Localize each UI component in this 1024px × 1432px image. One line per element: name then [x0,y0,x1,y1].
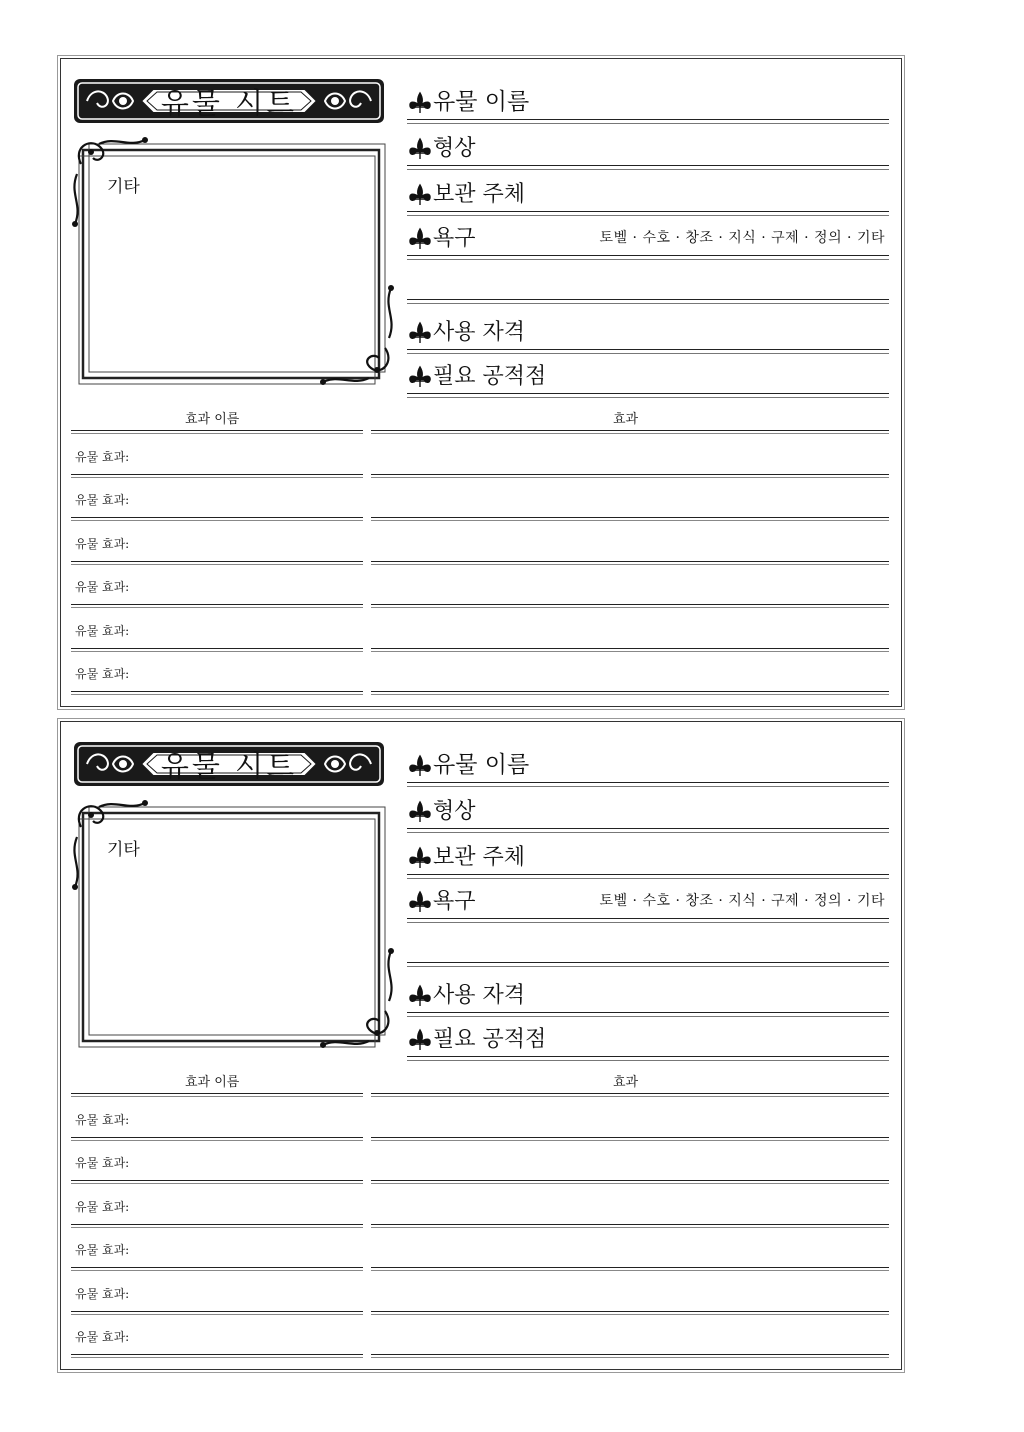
field-cost[interactable] [407,353,889,394]
effect-name-line[interactable] [71,1353,363,1355]
fleur-de-lis-icon [407,365,433,389]
effect-row[interactable] [71,1138,889,1182]
effect-name-header: 효과 이름 [185,412,240,427]
effect-row-label: 유물 효과: [75,1199,130,1214]
field-cost[interactable] [407,1016,889,1057]
field-shape[interactable] [407,788,889,829]
sheet-title-banner [73,73,385,129]
effect-name-header: 효과 이름 [185,1075,240,1090]
effects-header [71,1068,889,1094]
effects-header [71,405,889,431]
effect-row-label: 유물 효과: [75,1286,130,1301]
field-artifact-name[interactable] [407,742,889,783]
fleur-de-lis-icon [407,321,433,345]
effect-row-label: 유물 효과: [75,1112,130,1127]
field-label: 욕구 [433,889,476,914]
fleur-de-lis-icon [407,754,433,778]
field-qualification[interactable] [407,972,889,1013]
field-label: 형상 [433,136,476,161]
field-label: 형상 [433,799,476,824]
desire-options: 토벨 · 수호 · 창조 · 지식 · 구제 · 정의 · 기타 [599,893,885,909]
sheet-title-banner [73,736,385,792]
effect-row[interactable] [71,431,889,475]
effect-row[interactable] [71,518,889,562]
fleur-de-lis-icon [407,137,433,161]
field-label: 사용 자격 [433,983,526,1008]
effect-row-label: 유물 효과: [75,667,130,681]
field-label: 욕구 [433,226,476,251]
field-qualification[interactable] [407,309,889,350]
field-label: 사용 자격 [433,320,526,345]
field-keeper[interactable] [407,171,889,212]
effect-row-label: 유물 효과: [75,1156,130,1170]
effect-header: 효과 [613,412,639,427]
frame-label-other: 기타 [107,177,140,197]
fleur-de-lis-icon [407,227,433,251]
effect-description-line[interactable] [371,1353,889,1355]
sheet-title: 유물 시트 [160,85,298,120]
field-label: 유물 이름 [433,89,530,115]
effect-row-label: 유물 효과: [75,493,130,507]
fleur-de-lis-icon [407,1028,433,1052]
desire-options: 토벨 · 수호 · 창조 · 지식 · 구제 · 정의 · 기타 [599,230,885,246]
artifact-sheet [60,721,902,1370]
effect-header: 효과 [613,1075,639,1090]
effect-row[interactable] [71,1312,889,1356]
fleur-de-lis-icon [407,183,433,207]
effect-row[interactable] [71,1094,889,1138]
effect-row[interactable] [71,1268,889,1312]
effect-row-label: 유물 효과: [75,1243,130,1257]
effect-row[interactable] [71,605,889,649]
artifact-sheet [60,58,902,707]
effect-row-label: 유물 효과: [75,449,130,464]
effect-row-label: 유물 효과: [75,536,130,551]
field-desire[interactable] [407,878,889,919]
field-desire-extra-line[interactable] [407,961,889,963]
portrait-frame [69,797,399,1062]
effect-row[interactable] [71,1181,889,1225]
portrait-frame [69,134,399,399]
field-label: 보관 주체 [433,845,526,870]
effect-row-label: 유물 효과: [75,580,130,594]
frame-label-other: 기타 [107,840,140,860]
effect-row-label: 유물 효과: [75,1330,130,1344]
effect-row[interactable] [71,562,889,606]
field-desire[interactable] [407,215,889,256]
effect-row-label: 유물 효과: [75,623,130,638]
fleur-de-lis-icon [407,800,433,824]
sheet-title: 유물 시트 [160,748,298,783]
field-label: 유물 이름 [433,752,530,778]
effect-row[interactable] [71,649,889,693]
field-keeper[interactable] [407,834,889,875]
field-label: 보관 주체 [433,182,526,207]
effect-name-line[interactable] [71,690,363,692]
effect-row[interactable] [71,475,889,519]
effects-rows [71,431,889,692]
field-artifact-name[interactable] [407,79,889,120]
field-shape[interactable] [407,125,889,166]
fleur-de-lis-icon [407,890,433,914]
effects-rows [71,1094,889,1355]
effect-row[interactable] [71,1225,889,1269]
field-label: 필요 공적점 [433,364,547,389]
field-desire-extra-line[interactable] [407,298,889,300]
field-label: 필요 공적점 [433,1027,547,1052]
effects-table [71,405,889,692]
fleur-de-lis-icon [407,91,433,115]
effect-description-line[interactable] [371,690,889,692]
fleur-de-lis-icon [407,846,433,870]
effects-table [71,1068,889,1355]
fleur-de-lis-icon [407,984,433,1008]
